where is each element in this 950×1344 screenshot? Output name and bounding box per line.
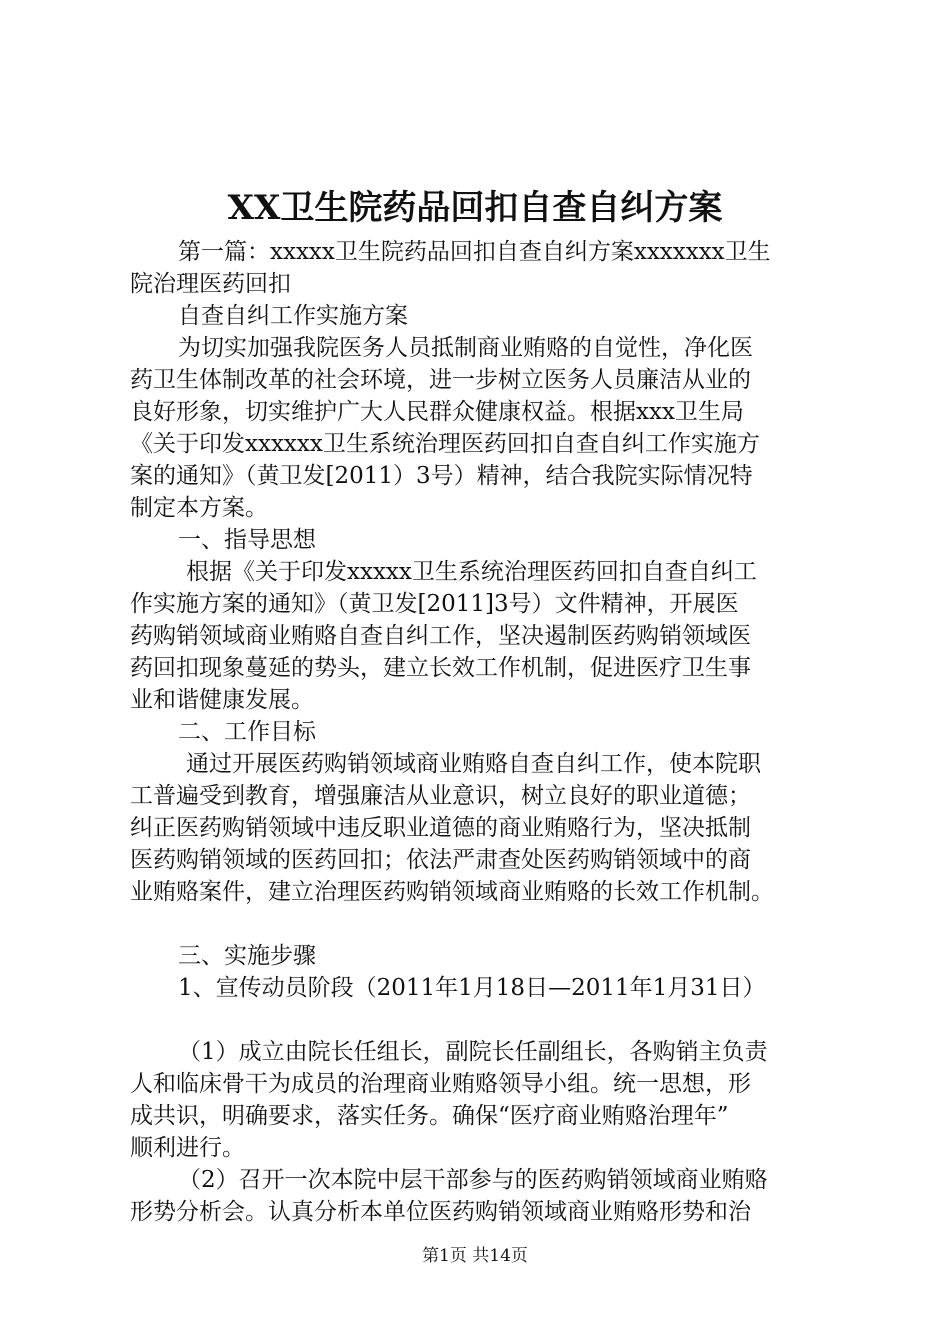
section-heading: 三、实施步骤 [178, 943, 316, 969]
text-line: 人和临床骨干为成员的治理商业贿赂领导小组。统一思想，形 [130, 1071, 751, 1097]
document-title: XX卫生院药品回扣自查自纠方案 [227, 188, 723, 228]
text-line: 药回扣现象蔓延的势头，建立长效工作机制，促进医疗卫生事 [130, 655, 751, 681]
text-line: 第一篇：xxxxx卫生院药品回扣自查自纠方案xxxxxxx卫生 [178, 239, 771, 265]
text-line: 业贿赂案件，建立治理医药购销领域商业贿赂的长效工作机制。 [130, 879, 774, 905]
text-line: 纠正医药购销领域中违反职业道德的商业贿赂行为，坚决抵制 [130, 815, 751, 841]
text-line: 医药购销领域的医药回扣；依法严肃查处医药购销领域中的商 [130, 847, 751, 873]
text-line: 为切实加强我院医务人员抵制商业贿赂的自觉性，净化医 [178, 335, 753, 361]
text-line: 工普遍受到教育，增强廉洁从业意识，树立良好的职业道德； [130, 783, 751, 809]
text-line: 1、宣传动员阶段（2011年1月18日—2011年1月31日） [178, 975, 766, 1001]
text-line: 业和谐健康发展。 [130, 687, 314, 713]
text-line: 《关于印发xxxxxx卫生系统治理医药回扣自查自纠工作实施方 [130, 431, 760, 457]
blank-line [130, 908, 840, 940]
text-line: 形势分析会。认真分析本单位医药购销领域商业贿赂形势和治 [130, 1199, 751, 1225]
text-line: 药卫生体制改革的社会环境，进一步树立医务人员廉洁从业的 [130, 367, 751, 393]
text-line: 院治理医药回扣 [130, 271, 291, 297]
text-line: 顺利进行。 [130, 1135, 245, 1161]
text-line: 案的通知》（黄卫发[2011）3号）精神，结合我院实际情况特 [130, 463, 753, 489]
text-line: 根据《关于印发xxxxx卫生系统治理医药回扣自查自纠工 [186, 559, 757, 585]
document-body [130, 236, 840, 1228]
page-footer: 第1页 共14页 [422, 1246, 528, 1266]
text-line: 作实施方案的通知》（黄卫发[2011]3号）文件精神，开展医 [130, 591, 739, 617]
text-line: 制定本方案。 [130, 495, 268, 521]
text-line: （2）召开一次本院中层干部参与的医药购销领域商业贿赂 [178, 1167, 768, 1193]
text-line: 良好形象，切实维护广大人民群众健康权益。根据xxx卫生局 [130, 399, 744, 425]
text-line: 成共识，明确要求，落实任务。确保“医疗商业贿赂治理年” [130, 1103, 729, 1129]
text-line: 药购销领域商业贿赂自查自纠工作，坚决遏制医药购销领域医 [130, 623, 751, 649]
section-heading: 一、指导思想 [178, 527, 316, 553]
text-line: 通过开展医药购销领域商业贿赂自查自纠工作，使本院职 [186, 751, 761, 777]
section-heading: 二、工作目标 [178, 719, 316, 745]
blank-line [130, 1004, 840, 1036]
text-line: 自查自纠工作实施方案 [178, 303, 408, 329]
text-line: （1）成立由院长任组长，副院长任副组长，各购销主负责 [178, 1039, 768, 1065]
